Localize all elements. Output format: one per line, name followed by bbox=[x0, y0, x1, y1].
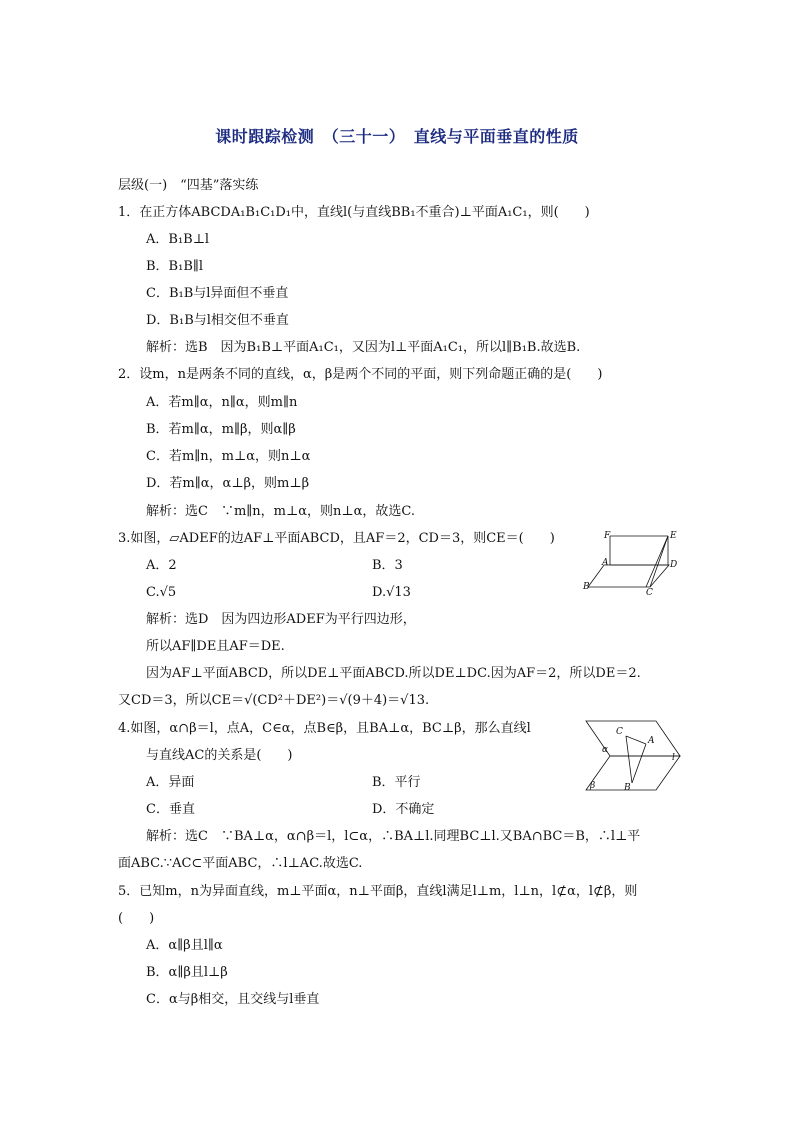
q4-solution-line1: 解析：选C ∵BA⊥α，α∩β＝l，l⊂α，∴BA⊥l.同理BC⊥l.又BA∩BC＝B，∴l⊥平 bbox=[146, 829, 641, 844]
q2-option-d: D．若m∥α，α⊥β，则m⊥β bbox=[146, 476, 310, 491]
q3-solution-line4: 又CD＝3，所以CE＝√(CD²＋DE²)＝√(9＋4)＝√13. bbox=[118, 693, 430, 708]
q5-stem-line1: 5．已知m，n为异面直线，m⊥平面α，n⊥平面β，直线l满足l⊥m，l⊥n，l⊄α，l⊄β，则 bbox=[118, 884, 638, 899]
plane-beta bbox=[586, 756, 680, 790]
q4-figure bbox=[582, 718, 684, 792]
q1-option-d: D．B₁B与l相交但不垂直 bbox=[146, 313, 289, 328]
label-d: D bbox=[670, 560, 678, 570]
q3-figure bbox=[582, 525, 682, 595]
q1-option-c: C．B₁B与l异面但不垂直 bbox=[146, 286, 289, 301]
label-f: F bbox=[604, 531, 611, 541]
label-c: C bbox=[646, 588, 653, 595]
q2-stem: 2．设m，n是两条不同的直线，α，β是两个不同的平面，则下列命题正确的是( ) bbox=[118, 367, 603, 382]
q4-stem-line2: 与直线AC的关系是( ) bbox=[146, 748, 293, 763]
q3-stem: 3.如图，▱ADEF的边AF⊥平面ABCD，且AF＝2，CD＝3，则CE＝( ) bbox=[118, 531, 555, 546]
q2-solution: 解析：选C ∵m∥n，m⊥α，则n⊥α，故选C. bbox=[146, 504, 415, 519]
label-e: E bbox=[670, 531, 677, 541]
label-alpha: α bbox=[602, 745, 609, 755]
q1-option-b: B．B₁B∥l bbox=[146, 259, 204, 274]
label-c: C bbox=[616, 727, 623, 737]
q3-option-b: B．3 bbox=[372, 558, 403, 573]
q5-option-c: C．α与β相交，且交线与l垂直 bbox=[146, 992, 320, 1007]
q3-solution-line2: 所以AF∥DE且AF＝DE. bbox=[146, 639, 285, 654]
q5-option-a: A．α∥β且l∥α bbox=[146, 938, 223, 953]
q2-option-c: C．若m∥n，m⊥α，则n⊥α bbox=[146, 449, 311, 464]
label-a: A bbox=[648, 736, 655, 746]
q3-solution-line3: 因为AF⊥平面ABCD，所以DE⊥平面ABCD.所以DE⊥DC.因为AF＝2，所以DE＝2. bbox=[146, 666, 641, 681]
q4-option-d: D．不确定 bbox=[372, 802, 435, 817]
q1-stem: 1．在正方体ABCDA₁B₁C₁D₁中，直线l(与直线BB₁不重合)⊥平面A₁C₁，则( ) bbox=[118, 205, 590, 220]
label-b: B bbox=[624, 783, 631, 792]
q4-stem-line1: 4.如图，α∩β＝l，点A，C∈α，点B∈β，且BA⊥α，BC⊥β，那么直线l bbox=[118, 721, 531, 736]
q2-option-b: B．若m∥α，m∥β，则α∥β bbox=[146, 422, 296, 437]
q1-solution: 解析：选B 因为B₁B⊥平面A₁C₁，又因为l⊥平面A₁C₁，所以l∥B₁B.故选B. bbox=[146, 340, 581, 355]
q5-stem-line2: ( ) bbox=[118, 911, 155, 926]
q4-option-c: C．垂直 bbox=[146, 802, 195, 817]
q2-option-a: A．若m∥α，n∥α，则m∥n bbox=[146, 395, 298, 410]
q3-option-c: C.√5 bbox=[146, 585, 177, 600]
q4-option-b: B．平行 bbox=[372, 775, 421, 790]
q4-solution-line2: 面ABC.∵AC⊂平面ABC，∴l⊥AC.故选C. bbox=[118, 856, 363, 871]
label-l: l bbox=[672, 753, 675, 763]
label-a: A bbox=[602, 558, 609, 568]
label-b: B bbox=[583, 582, 590, 592]
q1-option-a: A．B₁B⊥l bbox=[146, 232, 210, 247]
q3-option-d: D.√13 bbox=[372, 585, 411, 600]
section-heading: 层级(一) “四基”落实练 bbox=[118, 178, 259, 193]
q3-option-a: A．2 bbox=[146, 558, 177, 573]
q3-solution-line1: 解析：选D 因为四边形ADEF为平行四边形， bbox=[146, 612, 416, 627]
label-beta: β bbox=[590, 781, 596, 791]
q4-option-a: A．异面 bbox=[146, 775, 195, 790]
page-title: 课时跟踪检测 （三十一） 直线与平面垂直的性质 bbox=[215, 127, 579, 146]
q5-option-b: B．α∥β且l⊥β bbox=[146, 965, 228, 980]
